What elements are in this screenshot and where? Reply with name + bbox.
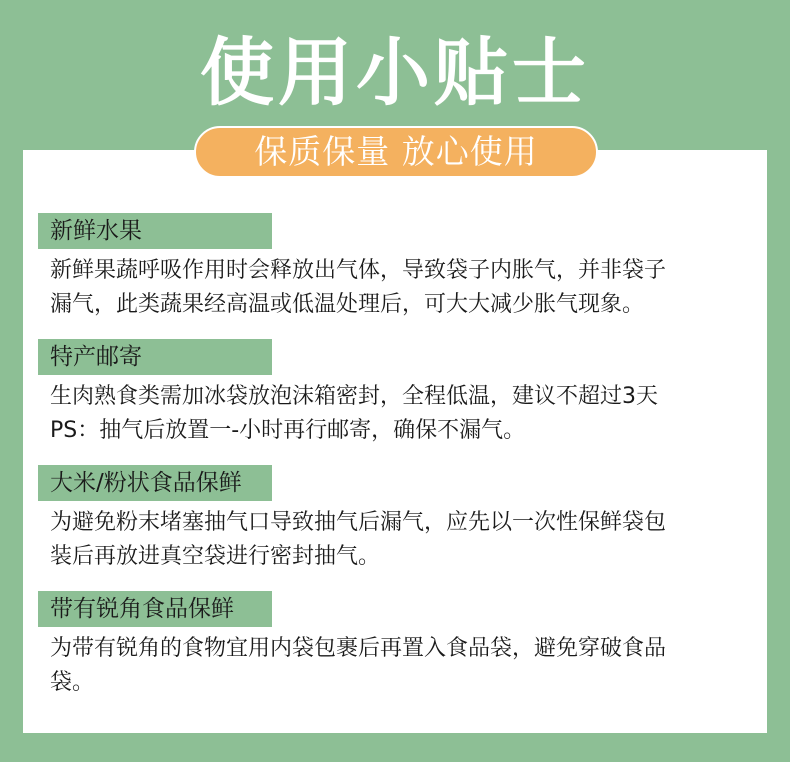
section-heading-sharp-food: 带有锐角食品保鲜 — [38, 591, 272, 627]
section-line: 袋。 — [50, 670, 95, 695]
section-body-rice-powder — [50, 506, 750, 574]
section-line: 为避免粉末堵塞抽气口导致抽气后漏气，应先以一次性保鲜袋包 — [50, 510, 667, 535]
section-line: 漏气，此类蔬果经高温或低温处理后，可大大减少胀气现象。 — [50, 292, 645, 317]
section-heading-rice-powder: 大米/粉状食品保鲜 — [38, 465, 272, 501]
section-line: 为带有锐角的食物宜用内袋包裹后再置入食品袋，避免穿破食品 — [50, 636, 667, 661]
section-line: 新鲜果蔬呼吸作用时会释放出气体，导致袋子内胀气，并非袋子 — [50, 258, 667, 283]
subtitle-pill: 保质保量 放心使用 — [194, 126, 598, 178]
section-body-fresh-fruit — [50, 254, 750, 322]
page-title: 使用小贴士 — [200, 30, 590, 116]
section-body-sharp-food — [50, 632, 750, 700]
section-line: 装后再放进真空袋进行密封抽气。 — [50, 544, 381, 569]
section-body-specialty-mailing — [50, 380, 750, 448]
section-line: PS：抽气后放置一-小时再行邮寄，确保不漏气。 — [50, 418, 526, 443]
section-line: 生肉熟食类需加冰袋放泡沫箱密封，全程低温，建议不超过3天 — [50, 384, 658, 409]
section-heading-specialty-mailing: 特产邮寄 — [38, 339, 272, 375]
section-heading-fresh-fruit: 新鲜水果 — [38, 213, 272, 249]
